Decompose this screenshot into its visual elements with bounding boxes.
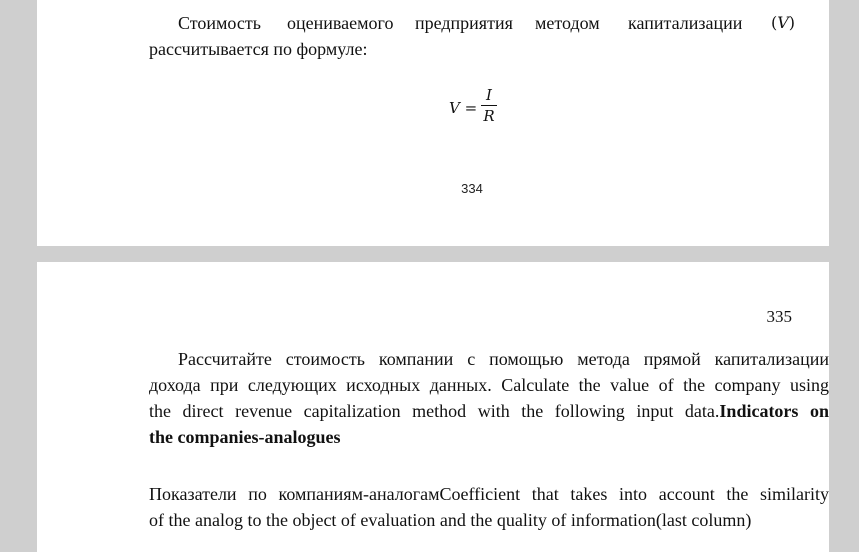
fraction-bar [481, 105, 497, 106]
task-line-3-bold: Indicators on [719, 401, 830, 421]
analogues-paragraph [149, 481, 829, 533]
task-line-4-bold: the companies-analogues [149, 427, 341, 447]
word: оцениваемого [287, 13, 394, 33]
formula-fraction [481, 86, 497, 125]
task-paragraph [149, 346, 829, 450]
page-number: 335 [766, 307, 792, 326]
capitalization-intro-paragraph [149, 10, 829, 62]
analogues-line-1: Показатели по компаниям-аналогамCoefficient that takes into account the similarity [149, 484, 829, 504]
task-line-1: Рассчитайте стоимость компании с помощью метода прямой капитализации [178, 349, 829, 369]
word: капитализации [628, 13, 743, 33]
word: предприятия [415, 13, 513, 33]
task-line-3 [149, 398, 829, 424]
variable-v: (𝑉) [771, 13, 796, 32]
document-page-334 [37, 0, 829, 246]
word: Стоимость [178, 13, 261, 33]
analogues-line-2: of the analog to the object of evaluation and the quality of information(last column) [149, 510, 752, 530]
word: методом [535, 13, 600, 33]
intro-line-1 [149, 10, 829, 36]
formula-denominator: R [483, 107, 495, 125]
formula-numerator: I [486, 86, 492, 104]
document-page-335 [37, 262, 829, 552]
page-number: 334 [461, 181, 483, 196]
task-line-2: дохода при следующих исходных данных. Calculate the value of the company using [149, 375, 829, 395]
task-line-3-text: the direct revenue capitalization method with the following input data. [149, 401, 720, 421]
formula-lhs: V = [449, 99, 478, 117]
intro-line-2: рассчитывается по формуле: [149, 39, 368, 59]
